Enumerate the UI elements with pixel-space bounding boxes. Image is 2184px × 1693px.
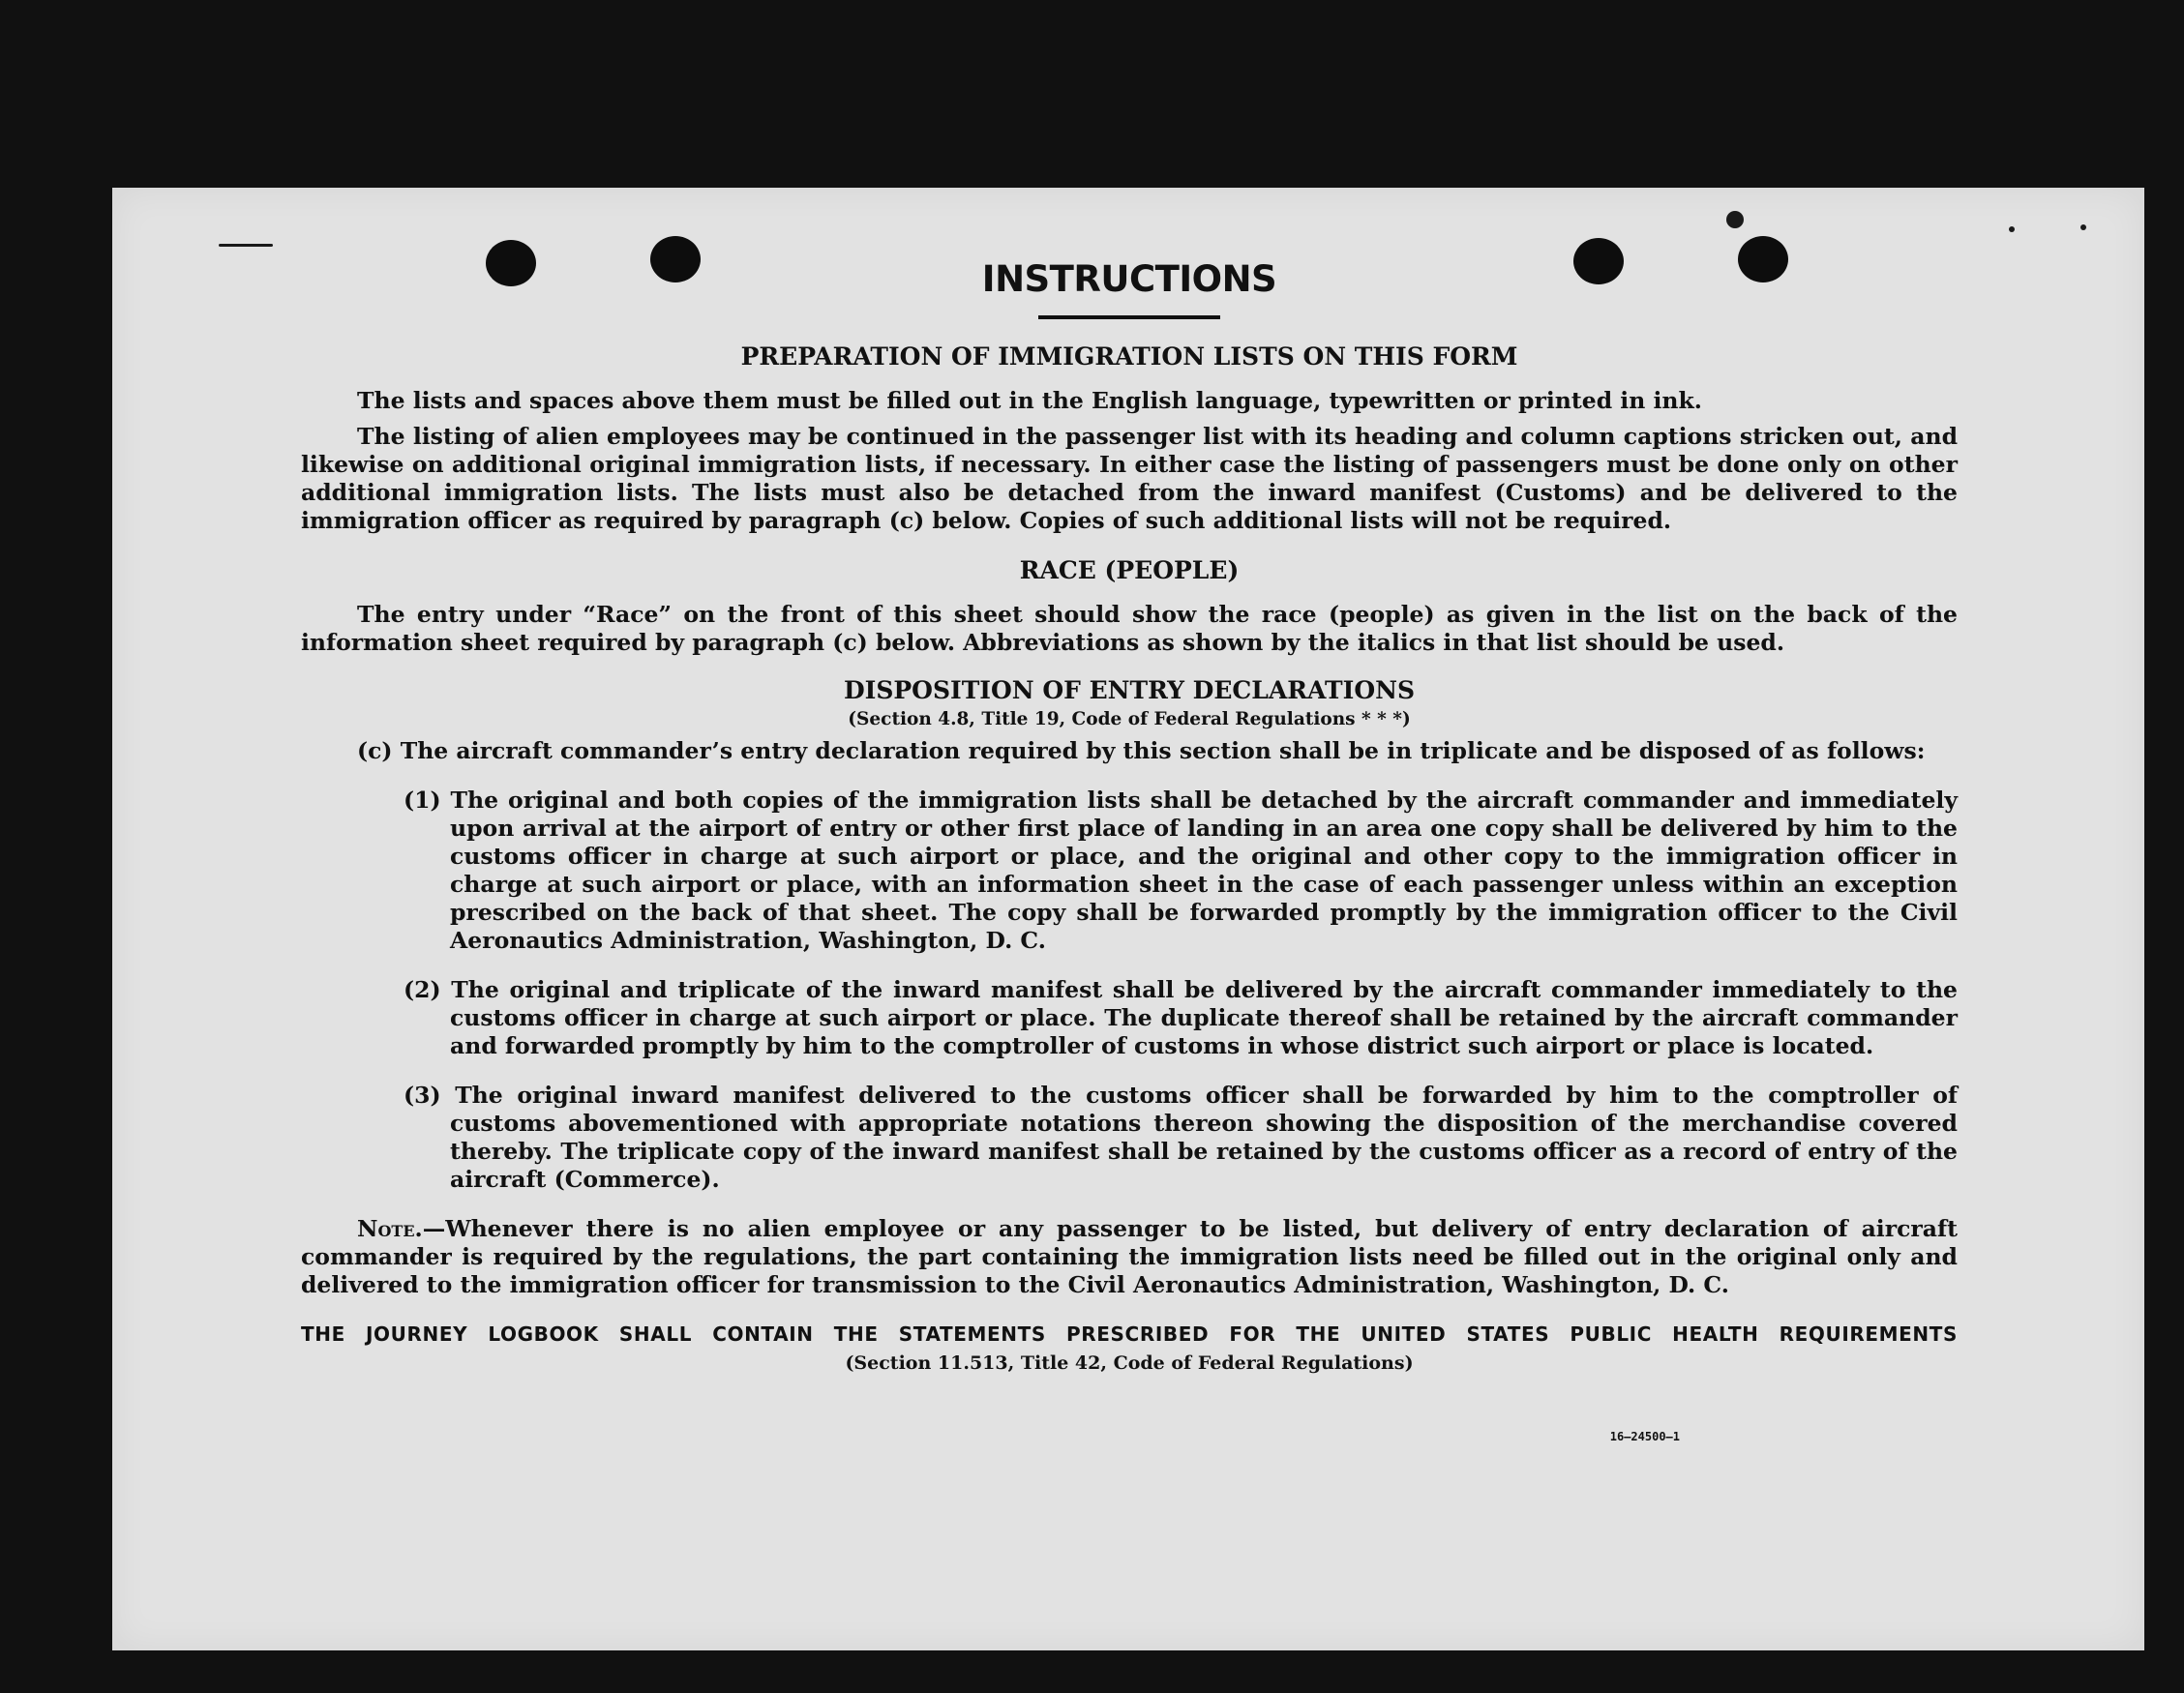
paragraph-disposition-intro: (c) The aircraft commander’s entry declaration required by this section shall be in triplicate and be disposed of as follows:	[357, 737, 1926, 764]
ink-speck	[1726, 211, 1744, 228]
paragraph-preparation-1: The lists and spaces above them must be filled out in the English language, typewritten or printed in ink.	[357, 387, 1702, 414]
title-underline	[1038, 315, 1220, 319]
section-heading-race: RACE (PEOPLE)	[1019, 556, 1240, 584]
journey-logbook-statement: THE JOURNEY LOGBOOK SHALL CONTAIN THE STATEMENTS PRESCRIBED FOR THE UNITED STATES PUBLIC HEALTH REQUIREMENTS	[301, 1322, 1958, 1346]
list-item: (2) The original and triplicate of the inward manifest shall be delivered by the aircraft commander immediately to the customs officer in charge at such airport or place. The duplicate thereof shall be retained by the aircraft commander and forwarded promptly by him to the comptroller of customs in whose district such airport or place is located.	[404, 976, 1958, 1059]
ink-speck	[219, 244, 273, 247]
ink-speck	[2080, 224, 2086, 230]
paragraph-preparation-2: The listing of alien employees may be continued in the passenger list with its heading and column captions stricken out, and likewise on additional original immigration lists, if necessary. In either case the listing of passengers must be done only on other additional immigration lists. The lists must also be detached from the inward manifest (Customs) and be delivered to the immigration officer as required by paragraph (c) below. Copies of such additional lists will not be required.	[301, 423, 1958, 534]
section-heading-disposition: DISPOSITION OF ENTRY DECLARATIONS	[843, 676, 1416, 704]
paragraph-race: The entry under “Race” on the front of this sheet should show the race (people) as given in the list on the back of the information sheet required by paragraph (c) below. Abbreviations as shown by the italics in that list should be used.	[301, 601, 1958, 656]
note-paragraph	[301, 1215, 1958, 1299]
list-item: (3) The original inward manifest delivered to the customs officer shall be forwarded by him to the comptroller of customs abovementioned with appropriate notations thereon showing the disposition of the merchandise covered thereby. The triplicate copy of the inward manifest shall be retained by the customs officer as a record of entry of the aircraft (Commerce).	[404, 1082, 1958, 1193]
list-item: (1) The original and both copies of the immigration lists shall be detached by the aircraft commander and immediately upon arrival at the airport of entry or other first place of landing in an area one copy shall be delivered by him to the customs officer in charge at such airport or place, and the original and other copy to the immigration officer in charge at such airport or place, with an information sheet in the case of each passenger unless within an exception prescribed on the back of that sheet. The copy shall be forwarded promptly by the immigration officer to the Civil Aeronautics Administration, Washington, D. C.	[404, 787, 1958, 954]
document-title: INSTRUCTIONS	[981, 258, 1277, 300]
journey-logbook-citation: (Section 11.513, Title 42, Code of Federal Regulations)	[845, 1352, 1414, 1374]
ink-speck	[2009, 226, 2015, 232]
document-sheet	[112, 188, 2144, 1650]
form-number: 16—24500—1	[1609, 1430, 1680, 1443]
section-heading-preparation: PREPARATION OF IMMIGRATION LISTS ON THIS FORM	[740, 342, 1518, 371]
note-label: Note.	[357, 1215, 423, 1242]
section-citation-disposition: (Section 4.8, Title 19, Code of Federal Regulations * * *)	[848, 709, 1411, 729]
note-text: —Whenever there is no alien employee or any passenger to be listed, but delivery of entry declaration of aircraft commander is required by the regulations, the part containing the immigration lists need be filled out in the original only and delivered to the immigration officer for transmission to the Civil Aeronautics Administration, Washington, D. C.	[301, 1215, 1958, 1298]
instructions-content	[301, 259, 1958, 1378]
